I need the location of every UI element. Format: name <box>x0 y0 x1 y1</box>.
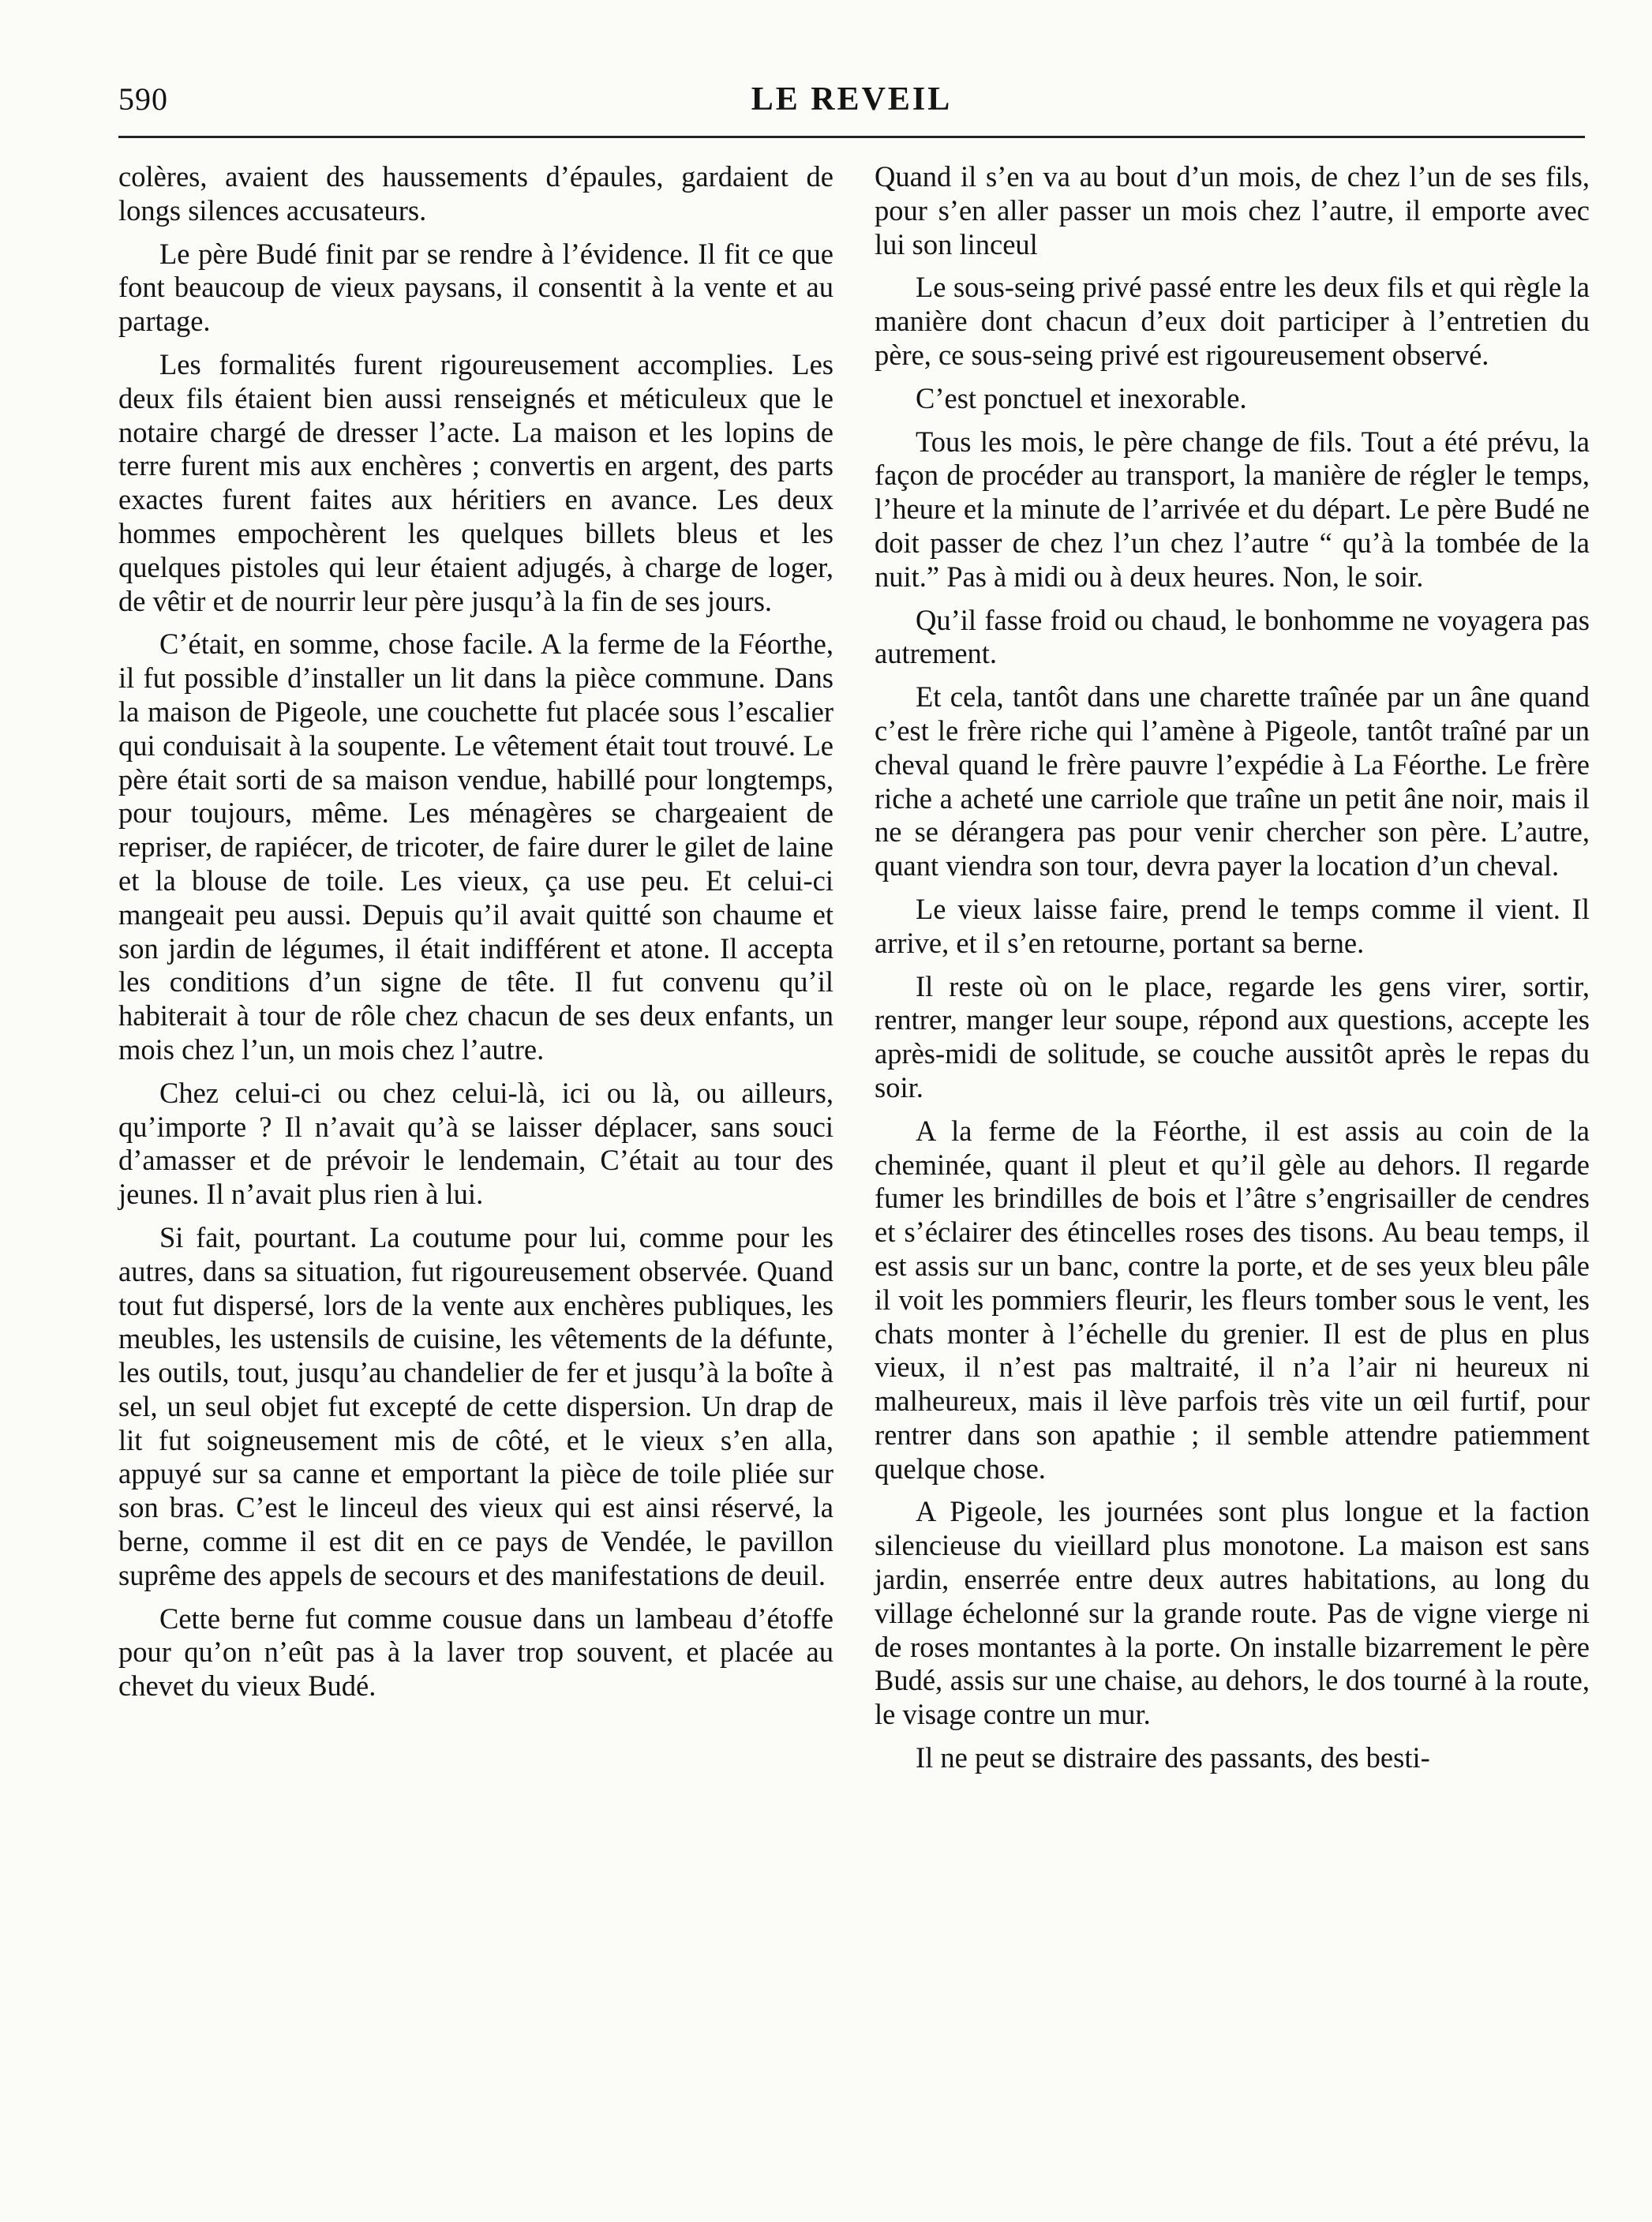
page-header <box>118 81 1585 128</box>
paragraph: Cette berne fut comme cousue dans un lambeau d’étoffe pour qu’on n’eût pas à la laver trop souvent, et placée au chevet du vieux Budé. <box>118 1602 833 1703</box>
paragraph: Et cela, tantôt dans une charette traînée par un âne quand c’est le frère riche qui l’amène à Pigeole, tantôt traîné par un cheval quand le frère pauvre l’expédie à La Féorthe. Le frère riche a acheté une carriole que traîne un petit âne noir, mais il ne se dérangera pas pour venir chercher son père. L’autre, quant viendra son tour, devra payer la location d’un cheval. <box>875 680 1590 882</box>
paragraph: Il ne peut se distraire des passants, des besti- <box>916 1741 1430 1774</box>
paragraph: A Pigeole, les journées sont plus longue et la faction silencieuse du vieillard plus monotone. La maison est sans jardin, enserrée entre deux autres habitations, au long du village échelonné sur la grande route. Pas de vigne vierge ni de roses montantes à la porte. On installe bizarrement le père Budé, assis sur une chaise, au dehors, le dos tourné à la route, le visage contre un mur. <box>875 1495 1590 1731</box>
paragraph: Qu’il fasse froid ou chaud, le bonhomme ne voyagera pas autrement. <box>875 603 1590 670</box>
paragraph: Le vieux laisse faire, prend le temps comme il vient. Il arrive, et il s’en retourne, portant sa berne. <box>875 892 1590 959</box>
paragraph: Chez celui-ci ou chez celui-là, ici ou là, ou ailleurs, qu’importe ? Il n’avait qu’à se laisser déplacer, sans souci d’amasser et de prévoir le lendemain, C’était au tour des jeunes. Il n’avait plus rien à lui. <box>118 1076 833 1211</box>
paragraph: Tous les mois, le père change de fils. Tout a été prévu, la façon de procéder au transport, la manière de régler le temps, l’heure et la minute de l’arrivée et du départ. Le père Budé ne doit passer de chez l’un chez l’autre “ qu’à la tombée de la nuit.” Pas à midi ou à deux heures. Non, le soir. <box>875 425 1590 593</box>
paragraph: C’était, en somme, chose facile. A la ferme de la Féorthe, il fut possible d’installer un lit dans la pièce commune. Dans la maison de Pigeole, une couchette fut placée sous l’escalier qui conduisait à la soupente. Le vêtement était tout trouvé. Le père était sorti de sa maison vendue, habillé pour longtemps, pour toujours, même. Les ménagères se chargeaient de repriser, de rapiécer, de tricoter, de faire durer le gilet de laine et la blouse de toile. Les vieux, ça use peu. Et celui-ci mangeait peu aussi. Depuis qu’il avait quitté son chaume et son jardin de légumes, il était indifférent et atone. Il accepta les conditions d’un signe de tête. Il fut convenu qu’il habiterait à tour de rôle chez chacun de ses deux enfants, un mois chez l’un, un mois chez l’autre. <box>118 628 833 1066</box>
paragraph: Quand il s’en va au bout d’un mois, de chez l’un de ses fils, pour s’en aller passer un mois chez l’autre, il emporte avec lui son linceul <box>875 160 1590 260</box>
page-number: 590 <box>118 81 168 117</box>
left-column <box>118 160 833 1703</box>
paragraph: Le sous-seing privé passé entre les deux fils et qui règle la manière dont chacun d’eux doit participer à l’entretien du père, ce sous-seing privé est rigoureusement observé. <box>875 271 1590 371</box>
paragraph: Le père Budé finit par se rendre à l’évidence. Il fit ce que font beaucoup de vieux paysans, il consentit à la vente et au partage. <box>118 237 833 338</box>
journal-title: LE REVEIL <box>751 81 953 118</box>
paragraph: colères, avaient des haussements d’épaules, gardaient de longs silences accusateurs. <box>118 160 833 227</box>
paragraph: Les formalités furent rigoureusement accomplies. Les deux fils étaient bien aussi renseignés et méticuleux que le notaire chargé de dresser l’acte. La maison et les lopins de terre furent mis aux enchères ; convertis en argent, des parts exactes furent faites aux héritiers en avance. Les deux hommes empochèrent les quelques billets bleus et les quelques pistoles qui leur étaient adjugés, à charge de loger, de vêtir et de nourrir leur père jusqu’à la fin de ses jours. <box>118 347 833 617</box>
right-column <box>875 160 1590 1775</box>
header-rule <box>118 136 1585 138</box>
paragraph: Il reste où on le place, regarde les gens virer, sortir, rentrer, manger leur soupe, répond aux questions, accepte les après-midi de solitude, se couche aussitôt après le repas du soir. <box>875 969 1590 1104</box>
paragraph: A la ferme de la Féorthe, il est assis au coin de la cheminée, quant il pleut et qu’il gèle au dehors. Il regarde fumer les brindilles de bois et l’âtre s’engrisailler de cendres et s’éclairer des étincelles roses des tisons. Au beau temps, il est assis sur un banc, contre la porte, et de ses yeux bleu pâle il voit les pommiers fleurir, les fleurs tomber sous le vent, les chats monter à l’échelle du grenier. Il est de plus en plus vieux, il n’est pas maltraité, il n’a l’air ni heureux ni malheureux, mais il lève parfois très vite un œil furtif, pour rentrer dans son apathie ; il semble attendre patiemment quelque chose. <box>875 1114 1590 1485</box>
paragraph: C’est ponctuel et inexorable. <box>916 381 1247 414</box>
paragraph: Si fait, pourtant. La coutume pour lui, comme pour les autres, dans sa situation, fut rigoureusement observée. Quand tout fut dispersé, lors de la vente aux enchères publiques, les meubles, les ustensils de cuisine, les vêtements de la défunte, les outils, tout, jusqu’au chandelier de fer et jusqu’à la boîte à sel, un seul objet fut excepté de cette dispersion. Un drap de lit fut soigneusement mis de côté, et le vieux s’en alla, appuyé sur sa canne et emportant la pièce de toile pliée sur son bras. C’est le linceul des vieux qui est ainsi réservé, la berne, comme il est dit en ce pays de Vendée, le pavillon suprême des appels de secours et des manifestations de deuil. <box>118 1220 833 1591</box>
